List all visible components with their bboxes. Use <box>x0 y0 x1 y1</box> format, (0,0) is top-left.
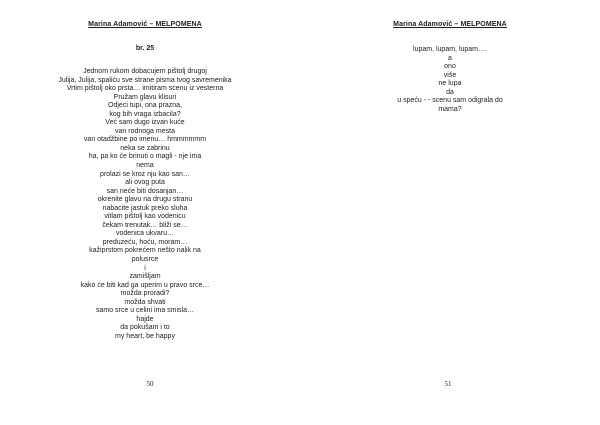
poem-line: Odjeci tupi, ona prazna, <box>108 102 182 110</box>
poem-line: da <box>446 88 454 96</box>
poem-line: Već sam dugo izvan kuće <box>105 119 185 127</box>
poem-line: vodenica ukvaru… <box>116 230 174 238</box>
poem-line: Pružam glavu klisuri <box>113 93 177 101</box>
poem-line: san neće biti dosanjan… <box>106 187 184 195</box>
poem-line: a <box>448 54 452 62</box>
poem-line: kog bih vraga izbacila? <box>109 110 181 118</box>
poem-line: Jednom rukom dobacujem pištolj drugoj <box>83 68 207 75</box>
poem-line: samo srce u celini ima smisla… <box>95 307 195 315</box>
poem-line: ono <box>444 63 456 71</box>
right-page <box>300 0 600 425</box>
poem-line: zamišljam <box>129 273 161 281</box>
poem-line: mama? <box>438 105 462 113</box>
running-header-left: Marina Adamović – MELPOMENA <box>88 21 202 28</box>
poem-line: polusrce <box>131 256 159 264</box>
page-number-left: 50 <box>146 380 154 388</box>
poem-line: možda proradi? <box>120 290 170 298</box>
poem-line: i <box>144 264 146 272</box>
poem-line: kako će biti kad ga uperim u pravo srce… <box>80 281 210 289</box>
poem-line: nabacite jastuk preko sluha <box>102 204 188 212</box>
poem-line: čekam trenutak… bliži se… <box>102 221 188 229</box>
poem-line: da pokušam i to <box>120 324 170 332</box>
poem-line: van rodnoga mesta <box>115 127 175 135</box>
poem-line: preduzeću, hoću, moram… <box>102 238 188 246</box>
poem-line: Julija, Julija, spaliću sve strane pisma tvog savremenika <box>58 76 232 84</box>
poem-line: ne lupa <box>438 80 462 88</box>
poem-line: ha, pa ko će brinuti o magli - nje ima <box>88 153 202 161</box>
poem-line: lupam, lupam, lupam…. <box>413 46 487 53</box>
poem-line: hajde <box>136 315 154 323</box>
poem-line: Vrtim pištolj oko prsta… imitiram scenu iz vesterna <box>66 85 224 93</box>
poem-text-right <box>360 46 540 114</box>
poem-line: neka se zabrinu <box>120 144 170 152</box>
page-number-right: 51 <box>444 380 452 388</box>
poem-line: nema <box>136 162 154 170</box>
poem-line: ali ovog puta <box>125 179 165 187</box>
poem-line: u speću - - scenu sam odigrala do <box>397 97 503 105</box>
poem-line: prolazi se kroz nju kao san… <box>100 170 190 178</box>
poem-text-left <box>20 68 270 342</box>
poem-line: okrenite glavu na drugu stranu <box>97 196 193 204</box>
poem-title: br. 25 <box>135 45 155 52</box>
running-header-right: Marina Adamović – MELPOMENA <box>393 21 507 28</box>
poem-line: van otadžbine po imenu… hmmmmmm <box>83 136 207 144</box>
poem-line: kažiprstom pokrećem nešto nalik na <box>89 247 201 255</box>
poem-line: my heart, be happy <box>115 332 175 340</box>
poem-line: možda shvati <box>124 298 166 306</box>
poem-line: više <box>443 71 457 79</box>
poem-line: vitlam pištolj kao vodenicu <box>104 213 186 221</box>
